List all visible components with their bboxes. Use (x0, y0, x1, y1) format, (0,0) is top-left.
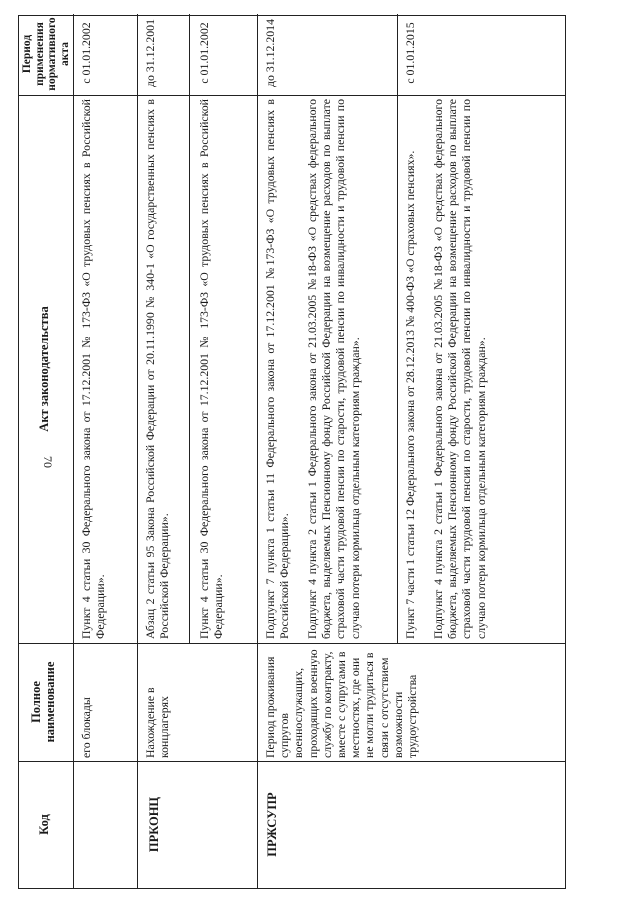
header-act: Акт законодательства (37, 306, 51, 432)
header-full-name: Полное наименование (29, 661, 57, 743)
header-period: Период применения нормативного акта (21, 17, 71, 91)
row2-full-name: Нахождение в концлагерях (143, 687, 172, 758)
header-code: Код (37, 814, 51, 835)
row2-act2: Пункт 4 статьи 30 Федерального закона от 17.12.2001 № 173-ФЗ «О трудовых пенсиях в Российской Федерации». (197, 99, 226, 639)
row3-act1: Подпункт 7 пункта 1 статьи 11 Федерального закона от 17.12.2001 №173-ФЗ «О трудовых пенсиях в Российской Федерации». (263, 99, 292, 639)
row3-act2-extra: Подпункт 4 пункта 2 статьи 1 Федерального закона от 21.03.2005 №18-ФЗ «О средствах федерального бюджета, выделяемых Пенсионному фонду Российской Федерации на возмещение расходов по выплате страховой части трудовой пенсии по старости, трудовой пенсии по инвалидности и трудовой пенсии по случаю потери кормильца отдельным категориям граждан». (431, 99, 488, 639)
row2-period2: с 01.01.2002 (197, 22, 211, 84)
row2-code: ПРКОНЦ (147, 796, 161, 853)
column-code (19, 761, 565, 888)
act-separator (189, 14, 190, 643)
row3-period2: с 01.01.2015 (403, 22, 417, 84)
row-separator (257, 14, 258, 888)
legislation-table (18, 15, 566, 889)
rotated-page (18, 15, 566, 889)
row2-period1: до 31.12.2001 (143, 19, 157, 87)
row-separator (137, 14, 138, 888)
act-separator (397, 14, 398, 643)
row3-code: ПРЖСУПР (265, 792, 279, 857)
row1-act: Пункт 4 статьи 30 Федерального закона от 17.12.2001 № 173-ФЗ «О трудовых пенсиях в Российской Федерации». (79, 99, 108, 639)
row3-act2: Пункт 7 части 1 статьи 12 Федерального закона от 28.12.2013 № 400-ФЗ «О страховых пенсиях». (403, 150, 417, 639)
row2-act1: Абзац 2 статьи 95 Закона Российской Федерации от 20.11.1990 № 340-1 «О государственных пенсиях в Российской Федерации». (143, 99, 172, 639)
row1-full-name: его блокады (79, 697, 93, 758)
row3-act1-extra: Подпункт 4 пункта 2 статьи 1 Федерального закона от 21.03.2005 №18-ФЗ «О средствах федерального бюджета, выделяемых Пенсионному фонду Российской Федерации на возмещение расходов по выплате страховой части трудовой пенсии по старости, трудовой пенсии по инвалидности и трудовой пенсии по случаю потери кормильца отдельным категориям граждан». (305, 99, 362, 639)
header-separator (73, 14, 74, 888)
row3-period1: до 31.12.2014 (263, 19, 277, 87)
page-number: 70 (41, 456, 55, 468)
row3-full-name: Период проживания супругов военнослужащих, проходящих военную службу по контракту, вместе с супругами в местностях, где они не могли трудиться в связи с отсутствием возможности трудоустройства (263, 649, 420, 758)
row1-period: с 01.01.2002 (79, 22, 93, 84)
